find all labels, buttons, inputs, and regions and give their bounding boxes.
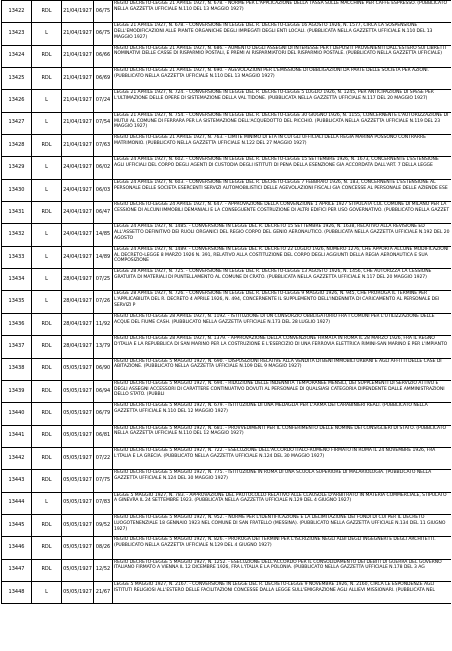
page-ref-cell: 06/47 [94, 202, 113, 224]
act-type-cell: RDL [32, 537, 62, 559]
register-sheet [1, 0, 451, 651]
table-row [2, 23, 452, 45]
table-row [2, 246, 452, 268]
record-number-cell: 13422 [2, 1, 32, 23]
table-row [2, 358, 452, 380]
act-description-cell: REGIO DECRETO-LEGGE 5 MAGGIO 1927, N. 722. - ESECUZIONE DELL'ACCORDO ITALO-ROMENO FIRMATO IN ROMA IL 24 NOVEMBRE 1926, FRA L'ITALIA E LA GRECIA. (PUBBLICATO NELLA GAZZETTA UFFICIALE N.124 DEL 30 MAGGIO 1927) [113, 447, 452, 469]
table-row [2, 1, 452, 23]
act-description-cell: LEGGE 24 APRILE 1927, N. 1485. - CONVERSIONE IN LEGGE DEL R. DECRETO 15 SETTEMBRE 1926, N. 1638, RELATIVO ALLA REVISIONE ED ALL'ASSETTO DEFINITIVO DEI RUOLI ORGANICI DEL REGIO CORPO DEL GENIO AERONAUTICO. (PUBBLICATA NELLA GAZZETTA UFFICIALE N.192 DEL 20 AGOSTO [113, 224, 452, 246]
act-date-cell: 21/04/1927 [62, 45, 94, 67]
act-date-cell: 05/05/1927 [62, 492, 94, 514]
record-number-cell: 13437 [2, 336, 32, 358]
act-description-cell: REGIO DECRETO-LEGGE 21 APRILE 1927, N. 678. - NORME PER L'APPLICAZIONE DELLA TASSA SULLE MACCHINE PER CAFFE ESPRESSO. (PUBBLICATO NELLA GAZZETTA UFFICIALE N.110 DEL 13 MAGGIO 1927) [113, 1, 452, 23]
record-number-cell: 13433 [2, 246, 32, 268]
table-row [2, 470, 452, 492]
act-date-cell: 05/05/1927 [62, 425, 94, 447]
table-row [2, 537, 452, 559]
act-date-cell: 28/04/1927 [62, 313, 94, 335]
record-number-cell: 13426 [2, 90, 32, 112]
page-ref-cell: 06/75 [94, 23, 113, 45]
act-date-cell: 05/05/1927 [62, 358, 94, 380]
register-table [1, 0, 451, 604]
act-description-cell: REGIO DECRETO-LEGGE 5 MAGGIO 1927, N. 826. - PROROGA DEI TERMINI PER L'ISCRIZIONE NEGLI ALBI DEGLI INGEGNERI E DEGLI ARCHITETTI. (PUBBLICATO NELLA GAZZETTA UFFICIALE N.129 DEL 4 GIUGNO 1927) [113, 537, 452, 559]
page-ref-cell: 13/79 [94, 336, 113, 358]
table-row [2, 135, 452, 157]
act-date-cell: 21/04/1927 [62, 112, 94, 134]
record-number-cell: 13423 [2, 23, 32, 45]
act-type-cell: L [32, 112, 62, 134]
act-description-cell: LEGGE 24 APRILE 1927, N. 1489. - CONVERSIONE IN LEGGE DEL R. DECRETO 22 LUGLIO 1926, NUMERO 1276, CHE APPORTA ALCUNE MODIFICAZIONI AL DECRETO-LEGGE 8 MARZO 1926 N. 391, RELATIVO ALLA COSTITUZIONE DEL CORPO DEGLI AGGIUNTI DELLA REGIA AERONAUTICA E SUA COMPOSIZIONE [113, 246, 452, 268]
table-row [2, 202, 452, 224]
page-ref-cell: 07/24 [94, 90, 113, 112]
act-type-cell: RDL [32, 514, 62, 536]
act-date-cell: 24/04/1927 [62, 246, 94, 268]
table-row [2, 492, 452, 514]
act-type-cell: RDL [32, 425, 62, 447]
act-date-cell: 05/05/1927 [62, 581, 94, 603]
page-ref-cell: 08/26 [94, 537, 113, 559]
page-ref-cell: 14/89 [94, 246, 113, 268]
act-description-cell: REGIO DECRETO-LEGGE 21 APRILE 1927, N. 686. - AUMENTO DEGLI ASSEGNI DI INTERESSE PER I DEPOSITI PROVENIENTI DALL'ESTERO SUI LIBRETTI NOMINATIVI DELLE CASSE DI RISPARMIO POSTALI, E PREMI AI RISPARMIATORI DEL RISPARMIO POSTALE. (PUBBLICATO NELLA GAZZETTA UFFICIALE) [113, 45, 452, 67]
record-number-cell: 13440 [2, 403, 32, 425]
table-row [2, 336, 452, 358]
record-number-cell: 13434 [2, 269, 32, 291]
table-row [2, 514, 452, 536]
act-type-cell: L [32, 581, 62, 603]
act-description-cell: REGIO DECRETO-LEGGE 21 APRILE 1927, N. 690. - AGEVOLAZIONI PER L'EMISSIONE DI OBBLIGAZIONI DA PARTE DELLE SOCIETA PER AZIONI. (PUBBLICATO NELLA GAZZETTA UFFICIALE N.110 DEL 13 MAGGIO 1927) [113, 68, 452, 90]
record-number-cell: 13447 [2, 559, 32, 581]
page-ref-cell: 07/83 [94, 492, 113, 514]
page-ref-cell: 07/25 [94, 269, 113, 291]
table-row [2, 313, 452, 335]
act-date-cell: 21/04/1927 [62, 135, 94, 157]
act-date-cell: 28/04/1927 [62, 336, 94, 358]
act-description-cell: LEGGE 28 APRILE 1927, N. 726. - CONVERSIONE IN LEGGE DEL R. DECRETO-LEGGE 9 MAGGIO 1926, N. 945, CHE PROROGA IL TERMINE PER L'APPLICABILITA DEL R. DECRETO 4 APRILE 1926, N. 494, CONCERNENTE IL SUPPLEMENTO DELL'INDENNITA DI CARICAMENTO AL PERSONALE DEI SERVIZI P [113, 291, 452, 313]
record-number-cell: 13431 [2, 202, 32, 224]
record-number-cell: 13445 [2, 514, 32, 536]
act-description-cell: REGIO DECRETO-LEGGE 5 MAGGIO 1927, N. 681. - PROVVEDIMENTI PER IL CONFERIMENTO DELLE NOMINE DEI CONSIGLIERI DI STATO. (PUBBLICATO NELLA GAZZETTA UFFICIALE N.110 DEL 12 MAGGIO 1927) [113, 425, 452, 447]
act-date-cell: 05/05/1927 [62, 403, 94, 425]
record-number-cell: 13427 [2, 112, 32, 134]
act-type-cell: L [32, 492, 62, 514]
page-ref-cell: 06/02 [94, 157, 113, 179]
table-row [2, 559, 452, 581]
table-row [2, 45, 452, 67]
act-date-cell: 24/04/1927 [62, 202, 94, 224]
act-date-cell: 05/05/1927 [62, 559, 94, 581]
act-date-cell: 24/04/1927 [62, 224, 94, 246]
record-number-cell: 13435 [2, 291, 32, 313]
record-number-cell: 13429 [2, 157, 32, 179]
act-type-cell: RDL [32, 202, 62, 224]
act-description-cell: LEGGE 24 APRILE 1927, N. 603. - CONVERSIONE IN LEGGE DEL R. DECRETO-LEGGE 7 FEBBRAIO 1926, N. 183, CONCERNENTE L'ESTENSIONE AL PERSONALE DELLE SOCIETA ESERCENTI SERVIZI AUTOMOBILISTICI DELLE AGEVOLAZIONI FISCALI GIA CONCESSE AL PERSONALE DELLE AZIENDE ESE [113, 179, 452, 201]
record-number-cell: 13448 [2, 581, 32, 603]
act-type-cell: L [32, 269, 62, 291]
table-row [2, 425, 452, 447]
act-description-cell: LEGGE 21 APRILE 1927, N. 754. - CONVERSIONE IN LEGGE DEL R. DECRETO-LEGGE 30 GIUGNO 1926, N. 1155, CONCERNENTE L'AUTORIZZAZIONE DI MUTUI AL COMUNE DI FERRARA PER LA SISTEMAZIONE DELL'ACQUEDOTTO DEL PICCHIO. (PUBBLICATA NELLA GAZZETTA UFFICIALE N.119 DEL 23 MAGGIO 1927) [113, 112, 452, 134]
page-ref-cell: 06/90 [94, 358, 113, 380]
act-description-cell: REGIO DECRETO-LEGGE 28 APRILE 1927, N. 1192. - ISTITUZIONE DI UN CONSORZIO OBBLIGATORIO FRA I COMUNI PER L'UTILIZZAZIONE DELLE ACQUE DEL FIUME CASH. (PUBBLICATO NELLA GAZZETTA UFFICIALE N.173 DEL 28 LUGLIO 1927) [113, 313, 452, 335]
act-description-cell: REGIO DECRETO-LEGGE 24 APRILE 1927, N. 647. - APPROVAZIONE DELLA CONVENZIONE 1 APRILE 1927 STIPULATA COL COMUNE DI MILANO PER LA CESSIONE DI ALCUNI IMMOBILI DEMANIALI E LA CONSEGUENTE COSTRUZIONE DI ALTRI EDIFICI PER USO GOVERNATIVO. (PUBBLICATO NELLA GAZZET [113, 202, 452, 224]
act-date-cell: 05/05/1927 [62, 514, 94, 536]
page-ref-cell: 06/94 [94, 380, 113, 402]
record-number-cell: 13425 [2, 68, 32, 90]
page-ref-cell: 09/52 [94, 514, 113, 536]
act-description-cell: REGIO DECRETO-LEGGE 5 MAGGIO 1927, N. 679. - ISTITUZIONE DI UNA MEDAGLIA PER L'ARMA DEI CARABINIERI REALI. (PUBBLICATO NELLA GAZZETTA UFFICIALE N.110 DEL 12 MAGGIO 1927) [113, 403, 452, 425]
act-date-cell: 24/04/1927 [62, 179, 94, 201]
act-type-cell: L [32, 179, 62, 201]
page-ref-cell: 06/69 [94, 68, 113, 90]
table-row [2, 68, 452, 90]
act-type-cell: RDL [32, 559, 62, 581]
act-date-cell: 21/04/1927 [62, 1, 94, 23]
record-number-cell: 13443 [2, 470, 32, 492]
act-date-cell: 28/04/1927 [62, 291, 94, 313]
act-type-cell: RDL [32, 1, 62, 23]
act-type-cell: RDL [32, 68, 62, 90]
act-description-cell: LEGGE 5 MAGGIO 1927, N. 2167. - CONVERSIONE IN LEGGE DEL R. DECRETO-LEGGE 9 NOVEMBRE 1926, N. 2160, CIRCA LE ESPONDENZE AGLI ISTITUTI RELIGIOSI ALL'ESTERO DELLE FACILITAZIONI CONCESSE DALLA LEGGE SULL'EMIGRAZIONE AGLI ALLIEVI MISSIONARI. (PUBBLICATA NEL [113, 581, 452, 603]
page-ref-cell: 07/54 [94, 112, 113, 134]
table-row [2, 224, 452, 246]
page-ref-cell: 07/75 [94, 470, 113, 492]
act-date-cell: 21/04/1927 [62, 23, 94, 45]
act-type-cell: L [32, 224, 62, 246]
act-type-cell: RDL [32, 336, 62, 358]
act-type-cell: RDL [32, 403, 62, 425]
record-number-cell: 13446 [2, 537, 32, 559]
act-type-cell: RDL [32, 470, 62, 492]
act-type-cell: L [32, 23, 62, 45]
table-row [2, 447, 452, 469]
record-number-cell: 13439 [2, 380, 32, 402]
act-description-cell: REGIO DECRETO-LEGGE 5 MAGGIO 1927, N. 694. - RIDUZIONE DELLE INDENNITA TEMPORANEE MENSILI, DEI SUPPLEMENTI DI SERVIZIO ATTIVO E DEGLI ASSEGNI ACCESSORI DI CARATTERE CONTINUATIVO DOVUTI AL PERSONALE DI QUALSIASI CATEGORIA DIPENDENTE DALLE AMMINISTRAZIONI DELLO STATO. (PUBBLI [113, 380, 452, 402]
table-row [2, 179, 452, 201]
record-number-cell: 13428 [2, 135, 32, 157]
act-description-cell: REGIO DECRETO-LEGGE 28 APRILE 1927, N. 1379. - APPROVAZIONE DELLA CONVENZIONE FIRMATA IN ROMA IL 28 MARZO 1926, FRA IL REGNO D'ITALIA E LA REPUBBLICA DI SAN MARINO PER LA COSTRUZIONE E L'ESERCIZIO DI UNA FERROVIA ELETTRICA RIMINI-SAN MARINO E PER L'IMPIANTO [113, 336, 452, 358]
act-type-cell: RDL [32, 135, 62, 157]
act-date-cell: 28/04/1927 [62, 269, 94, 291]
act-type-cell: RDL [32, 447, 62, 469]
act-description-cell: REGIO DECRETO-LEGGE 5 MAGGIO 1927, N. 775. - ISTITUZIONE IN ROMA DI UNA SCUOLA SUPERIORE DI MALARIOLOGIA. (PUBBLICATO NELLA GAZZETTA UFFICIALE N.124 DEL 30 MAGGIO 1927) [113, 470, 452, 492]
act-description-cell: LEGGE 5 MAGGIO 1927, N. 783. - APPROVAZIONE DEL PROTOCOLLO RELATIVO ALLE CLAUSOLE D'ARBITRATO IN MATERIA COMMERCIALE, STIPULATO A GINEVRA IL 24 SETTEMBRE 1923. (PUBBLICATA NELLA GAZZETTA UFFICIALE N.129 DEL 4 GIUGNO 1927) [113, 492, 452, 514]
record-number-cell: 13438 [2, 358, 32, 380]
record-number-cell: 13436 [2, 313, 32, 335]
table-row [2, 291, 452, 313]
act-date-cell: 05/05/1927 [62, 380, 94, 402]
page-ref-cell: 12/52 [94, 559, 113, 581]
page-ref-cell: 14/85 [94, 224, 113, 246]
act-description-cell: LEGGE 28 APRILE 1927, N. 725. - CONVERSIONE IN LEGGE DEL R. DECRETO-LEGGE 13 AGOSTO 1926, N. 1456, CHE AUTORIZZA LA CESSIONE GRATUITA DI MATERIALI DI PUNTELLAMENTO AL COMUNE DI CRATO. (PUBBLICATA NELLA GAZZETTA UFFICIALE N.117 DEL 20 MAGGIO 1927) [113, 269, 452, 291]
page-ref-cell: 06/75 [94, 1, 113, 23]
record-number-cell: 13442 [2, 447, 32, 469]
page-ref-cell: 07/63 [94, 135, 113, 157]
act-description-cell: REGIO DECRETO-LEGGE 5 MAGGIO 1927, N. 952. - NORME PER L'IDENTIFICAZIONE E LA DELIMITAZIONE DEI FONDI DI CUI PER IL DECRETO LUOGOTENENZIALE 18 GENNAIO 1923 NEL COMUNE DI SAN FRATELLO (MESSINA). (PUBBLICATO NELLA GAZZETTA UFFICIALE N.134 DEL 11 GIUGNO 1927) [113, 514, 452, 536]
act-date-cell: 05/05/1927 [62, 537, 94, 559]
act-date-cell: 05/05/1927 [62, 470, 94, 492]
act-description-cell: REGIO DECRETO-LEGGE 5 MAGGIO 1927, N. 690. - DISPOSIZIONI RELATIVE ALLA VENDITA DI BENI IMMOBILI URBANI E AGLI AFFITTI DELLE CASE DI ABITAZIONE. (PUBBLICATO NELLA GAZZETTA UFFICIALE N.109 DEL 9 MAGGIO 1927) [113, 358, 452, 380]
act-type-cell: RDL [32, 358, 62, 380]
page-ref-cell: 07/26 [94, 291, 113, 313]
page-ref-cell: 06/79 [94, 403, 113, 425]
table-row [2, 269, 452, 291]
record-number-cell: 13441 [2, 425, 32, 447]
page-ref-cell: 21/67 [94, 581, 113, 603]
page-ref-cell: 11/92 [94, 313, 113, 335]
act-date-cell: 24/04/1927 [62, 157, 94, 179]
act-type-cell: RDL [32, 313, 62, 335]
act-description-cell: LEGGE 21 APRILE 1927, N. 724. - CONVERSIONE IN LEGGE DEL R. DECRETO-LEGGE 5 LUGLIO 1926, N. 1245, PER ANTICIPAZIONE DI SPESE PER L'ULTIMAZIONE DELLE OPERE DI SISTEMAZIONE DELLA VAL TIDONE. (PUBBLICATA NELLA GAZZETTA UFFICIALE N.117 DEL 20 MAGGIO 1927) [113, 90, 452, 112]
table-row [2, 581, 452, 603]
act-description-cell: REGIO DECRETO-LEGGE 5 MAGGIO 1927, N. 1252. - ESECUZIONE DELL'ACCORDO PER IL CONSOLIDAMENTO DEI DEBITI DI GUERRA DEL GOVERNO ITALIANO FIRMATO A VIENNA IL 12 DICEMBRE 1926, FRA L'ITALIA E LA POLONIA. (PUBBLICATO NELLA GAZZETTA UFFICIALE N.178 DEL 3 AG [113, 559, 452, 581]
act-description-cell: LEGGE 21 APRILE 1927, N. 678. - CONVERSIONE IN LEGGE DEL R. DECRETO-LEGGE 16 AGOSTO 1926, N. 1577, CIRCA LA SOSPENSIONE DELL'EMODIFICAZIONI ALLE PIANTE ORGANICHE DEGLI IMPIEGATI DEGLI ENTI LOCALI. (PUBBLICATA NELLA GAZZETTA UFFICIALE N.110 DEL 13 MAGGIO 1927) [113, 23, 452, 45]
table-row [2, 157, 452, 179]
act-description-cell: LEGGE 24 APRILE 1927, N. 602. - CONVERSIONE IN LEGGE DEL R. DECRETO-LEGGE 15 SETTEMBRE 1926, N. 1673, CONCERNENTE L'ESTENSIONE AGLI UFFICIALI DEL CORPO DEGLI AGENTI DI CUSTODIA DEGLI ISTITUTI DI PENA DELLA ESENZIONE GIA ACCORDATA DALL'ART. 7 DELLA LEGGE [113, 157, 452, 179]
record-number-cell: 13432 [2, 224, 32, 246]
page-ref-cell: 06/81 [94, 425, 113, 447]
act-type-cell: L [32, 246, 62, 268]
act-type-cell: RDL [32, 45, 62, 67]
act-type-cell: RDL [32, 380, 62, 402]
record-number-cell: 13444 [2, 492, 32, 514]
table-row [2, 90, 452, 112]
act-date-cell: 21/04/1927 [62, 90, 94, 112]
table-row [2, 380, 452, 402]
page-ref-cell: 07/22 [94, 447, 113, 469]
act-description-cell: REGIO DECRETO-LEGGE 21 APRILE 1927, N. 763. - LIMITE MINIMO DI ETA IN CUI GLI UFFICIALI DELLA REGIA MARINA POSSONO CONTRARRE MATRIMONIO. (PUBBLICATO NELLA GAZZETTA UFFICIALE N.122 DEL 27 MAGGIO 1927) [113, 135, 452, 157]
act-type-cell: L [32, 90, 62, 112]
page-ref-cell: 06/03 [94, 179, 113, 201]
act-type-cell: L [32, 291, 62, 313]
act-date-cell: 21/04/1927 [62, 68, 94, 90]
record-number-cell: 13430 [2, 179, 32, 201]
act-date-cell: 05/05/1927 [62, 447, 94, 469]
act-type-cell: L [32, 157, 62, 179]
page-ref-cell: 06/66 [94, 45, 113, 67]
table-row [2, 112, 452, 134]
register-table-body [2, 1, 452, 604]
table-row [2, 403, 452, 425]
record-number-cell: 13424 [2, 45, 32, 67]
